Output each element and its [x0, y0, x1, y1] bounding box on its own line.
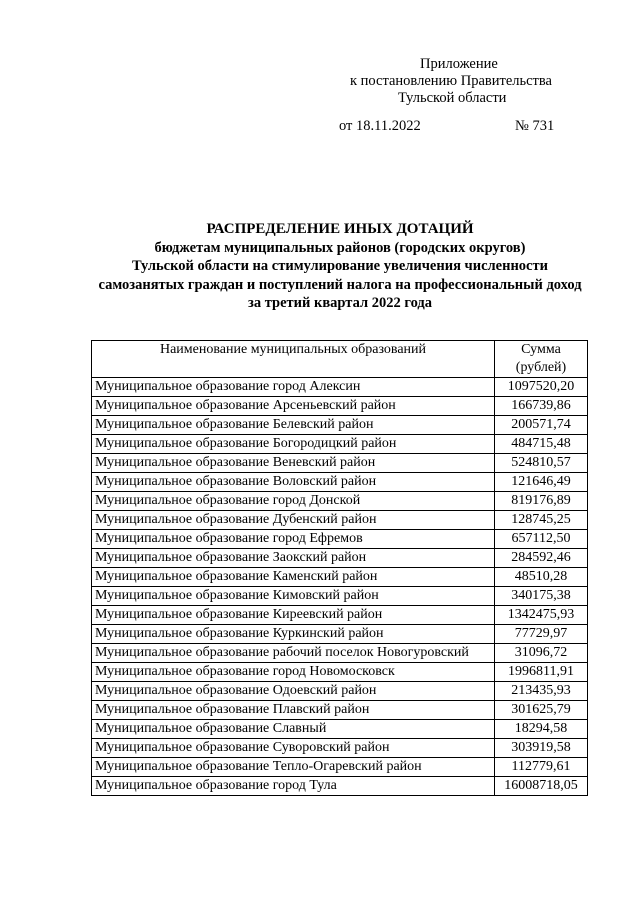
- subsidy-amount: 1097520,20: [495, 378, 588, 397]
- subsidy-amount: 1996811,91: [495, 663, 588, 682]
- table-row: [92, 549, 588, 568]
- subsidy-amount: 484715,48: [495, 435, 588, 454]
- table-row: [92, 397, 588, 416]
- subsidy-amount: 657112,50: [495, 530, 588, 549]
- municipality-name: Муниципальное образование Куркинский район: [92, 625, 495, 644]
- table-row: [92, 606, 588, 625]
- table-row: [92, 473, 588, 492]
- table-row: [92, 435, 588, 454]
- title-line-2: бюджетам муниципальных районов (городских округов): [154, 239, 526, 256]
- subsidy-amount: 128745,25: [495, 511, 588, 530]
- subsidy-amount: 31096,72: [495, 644, 588, 663]
- subsidy-amount: 77729,97: [495, 625, 588, 644]
- annex-header: [0, 56, 640, 107]
- table-row: [92, 568, 588, 587]
- subsidy-amount: 819176,89: [495, 492, 588, 511]
- municipality-name: Муниципальное образование Каменский район: [92, 568, 495, 587]
- table-row: [92, 587, 588, 606]
- table-row: [92, 701, 588, 720]
- subsidy-amount: 121646,49: [495, 473, 588, 492]
- table-row: [92, 644, 588, 663]
- municipality-name: Муниципальное образование рабочий поселок Новогуровский: [92, 644, 495, 663]
- municipality-name: Муниципальное образование Заокский район: [92, 549, 495, 568]
- annex-line-3: Тульской области: [398, 90, 507, 106]
- municipality-name: Муниципальное образование город Новомосковск: [92, 663, 495, 682]
- subsidy-amount: 524810,57: [495, 454, 588, 473]
- subsidy-amount: 340175,38: [495, 587, 588, 606]
- municipality-name: Муниципальное образование город Тула: [92, 777, 495, 796]
- table-row: [92, 682, 588, 701]
- subsidy-amount: 18294,58: [495, 720, 588, 739]
- table-row: [92, 511, 588, 530]
- subsidy-amount: 166739,86: [495, 397, 588, 416]
- subsidy-amount: 112779,61: [495, 758, 588, 777]
- decree-date: от 18.11.2022: [339, 118, 421, 134]
- header-sum: [495, 341, 588, 378]
- annex-line-1: Приложение: [420, 56, 498, 72]
- subsidy-amount: 301625,79: [495, 701, 588, 720]
- municipality-name: Муниципальное образование Кимовский район: [92, 587, 495, 606]
- header-sum-line-1: Сумма: [521, 342, 561, 357]
- municipality-name: Муниципальное образование Одоевский район: [92, 682, 495, 701]
- table-row: [92, 663, 588, 682]
- subsidy-amount: 284592,46: [495, 549, 588, 568]
- municipality-name: Муниципальное образование Плавский район: [92, 701, 495, 720]
- table-row: [92, 625, 588, 644]
- table-body: [92, 378, 588, 796]
- municipality-name: Муниципальное образование город Донской: [92, 492, 495, 511]
- title-line-5: за третий квартал 2022 года: [248, 295, 432, 311]
- table-row: [92, 530, 588, 549]
- municipality-name: Муниципальное образование Воловский район: [92, 473, 495, 492]
- subsidy-amount: 213435,93: [495, 682, 588, 701]
- municipality-name: Муниципальное образование Тепло-Огаревский район: [92, 758, 495, 777]
- annex-line-2: к постановлению Правительства: [350, 73, 552, 89]
- table-row: [92, 492, 588, 511]
- title-line-1: РАСПРЕДЕЛЕНИЕ ИНЫХ ДОТАЦИЙ: [206, 221, 474, 237]
- municipality-name: Муниципальное образование Славный: [92, 720, 495, 739]
- decree-number: № 731: [515, 118, 555, 134]
- subsidy-amount: 1342475,93: [495, 606, 588, 625]
- table-header-row: [92, 341, 588, 378]
- table-row: [92, 378, 588, 397]
- title-line-4: самозанятых граждан и поступлений налога на профессиональный доход: [98, 276, 582, 293]
- municipality-name: Муниципальное образование Арсеньевский район: [92, 397, 495, 416]
- table-row: [92, 454, 588, 473]
- header-name: Наименование муниципальных образований: [92, 341, 495, 378]
- distribution-table: [91, 340, 588, 796]
- subsidy-amount: 48510,28: [495, 568, 588, 587]
- table-row: [92, 720, 588, 739]
- municipality-name: Муниципальное образование город Ефремов: [92, 530, 495, 549]
- municipality-name: Муниципальное образование Богородицкий район: [92, 435, 495, 454]
- municipality-name: Муниципальное образование Белевский район: [92, 416, 495, 435]
- municipality-name: Муниципальное образование Суворовский район: [92, 739, 495, 758]
- subsidy-amount: 16008718,05: [495, 777, 588, 796]
- table-row: [92, 416, 588, 435]
- municipality-name: Муниципальное образование Веневский район: [92, 454, 495, 473]
- table-row: [92, 777, 588, 796]
- municipality-name: Муниципальное образование город Алексин: [92, 378, 495, 397]
- table-row: [92, 758, 588, 777]
- subsidy-amount: 303919,58: [495, 739, 588, 758]
- subsidy-amount: 200571,74: [495, 416, 588, 435]
- municipality-name: Муниципальное образование Киреевский район: [92, 606, 495, 625]
- municipality-name: Муниципальное образование Дубенский район: [92, 511, 495, 530]
- document-title: [40, 220, 640, 313]
- table-row: [92, 739, 588, 758]
- header-sum-line-2: (рублей): [515, 360, 567, 375]
- title-line-3: Тульской области на стимулирование увеличения численности: [132, 258, 548, 274]
